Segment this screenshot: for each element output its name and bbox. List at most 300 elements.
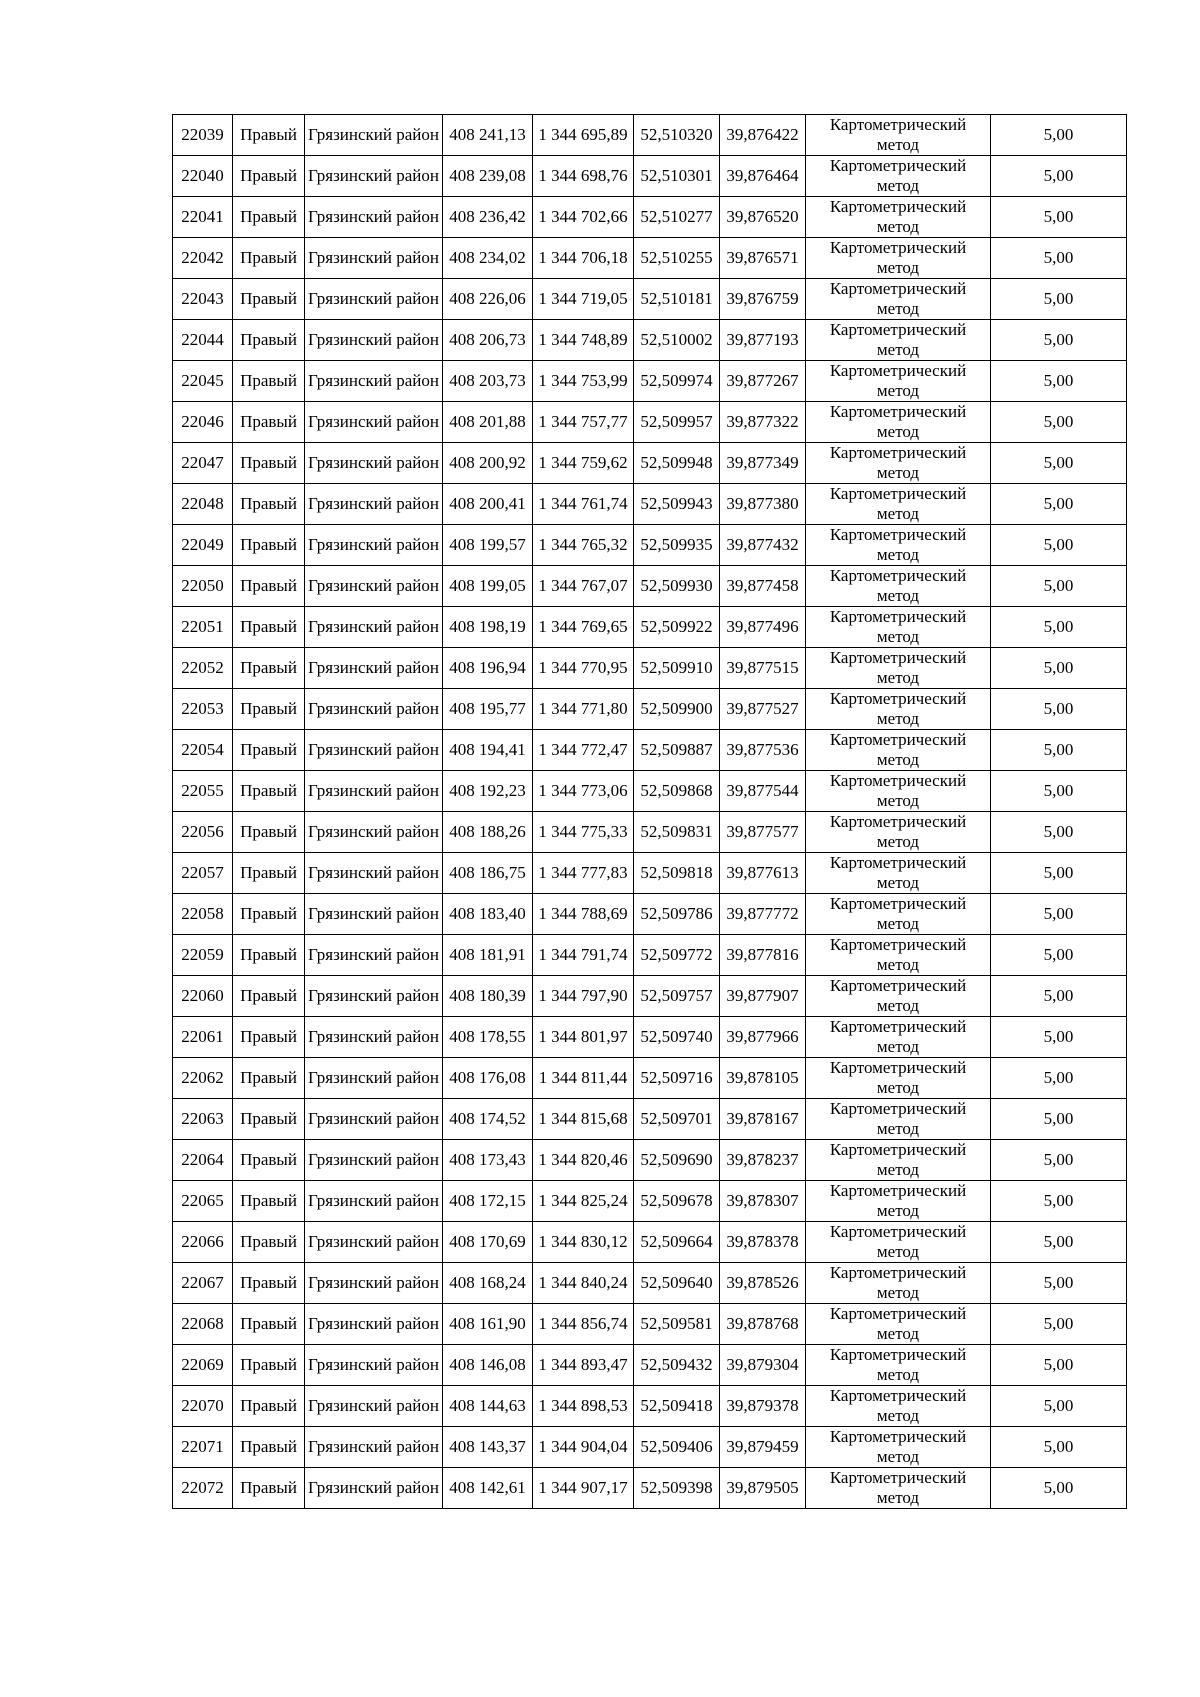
latitude-cell: 52,509957 — [634, 402, 720, 443]
method-cell: Картометрический метод — [806, 689, 991, 730]
accuracy-cell: 5,00 — [991, 197, 1127, 238]
bank-side-cell: Правый — [233, 402, 305, 443]
longitude-cell: 39,879459 — [720, 1427, 806, 1468]
table-row — [173, 1345, 1127, 1386]
longitude-cell: 39,877349 — [720, 443, 806, 484]
district-cell: Грязинский район — [305, 443, 443, 484]
table-row — [173, 197, 1127, 238]
method-cell: Картометрический метод — [806, 197, 991, 238]
longitude-cell: 39,878237 — [720, 1140, 806, 1181]
accuracy-cell: 5,00 — [991, 1058, 1127, 1099]
district-cell: Грязинский район — [305, 566, 443, 607]
district-cell: Грязинский район — [305, 812, 443, 853]
coord-y-cell: 1 344 759,62 — [533, 443, 634, 484]
district-cell: Грязинский район — [305, 607, 443, 648]
bank-side-cell: Правый — [233, 279, 305, 320]
method-cell: Картометрический метод — [806, 976, 991, 1017]
method-cell: Картометрический метод — [806, 1427, 991, 1468]
district-cell: Грязинский район — [305, 976, 443, 1017]
method-cell: Картометрический метод — [806, 115, 991, 156]
point-number-cell: 22046 — [173, 402, 233, 443]
coord-x-cell: 408 236,42 — [443, 197, 533, 238]
coord-y-cell: 1 344 811,44 — [533, 1058, 634, 1099]
bank-side-cell: Правый — [233, 812, 305, 853]
district-cell: Грязинский район — [305, 1386, 443, 1427]
coord-y-cell: 1 344 761,74 — [533, 484, 634, 525]
longitude-cell: 39,878167 — [720, 1099, 806, 1140]
coord-x-cell: 408 226,06 — [443, 279, 533, 320]
coord-y-cell: 1 344 770,95 — [533, 648, 634, 689]
district-cell: Грязинский район — [305, 525, 443, 566]
district-cell: Грязинский район — [305, 853, 443, 894]
method-cell: Картометрический метод — [806, 525, 991, 566]
district-cell: Грязинский район — [305, 197, 443, 238]
table-row — [173, 484, 1127, 525]
latitude-cell: 52,510181 — [634, 279, 720, 320]
bank-side-cell: Правый — [233, 197, 305, 238]
coord-x-cell: 408 195,77 — [443, 689, 533, 730]
accuracy-cell: 5,00 — [991, 279, 1127, 320]
district-cell: Грязинский район — [305, 1468, 443, 1509]
table-row — [173, 443, 1127, 484]
latitude-cell: 52,509690 — [634, 1140, 720, 1181]
district-cell: Грязинский район — [305, 1427, 443, 1468]
coord-x-cell: 408 196,94 — [443, 648, 533, 689]
coord-y-cell: 1 344 797,90 — [533, 976, 634, 1017]
coord-x-cell: 408 192,23 — [443, 771, 533, 812]
bank-side-cell: Правый — [233, 1468, 305, 1509]
coord-y-cell: 1 344 898,53 — [533, 1386, 634, 1427]
bank-side-cell: Правый — [233, 935, 305, 976]
point-number-cell: 22056 — [173, 812, 233, 853]
table-row — [173, 320, 1127, 361]
bank-side-cell: Правый — [233, 894, 305, 935]
accuracy-cell: 5,00 — [991, 525, 1127, 566]
method-cell: Картометрический метод — [806, 1468, 991, 1509]
point-number-cell: 22062 — [173, 1058, 233, 1099]
method-cell: Картометрический метод — [806, 1345, 991, 1386]
point-number-cell: 22069 — [173, 1345, 233, 1386]
table-row — [173, 279, 1127, 320]
point-number-cell: 22047 — [173, 443, 233, 484]
method-cell: Картометрический метод — [806, 1058, 991, 1099]
method-cell: Картометрический метод — [806, 238, 991, 279]
coord-x-cell: 408 143,37 — [443, 1427, 533, 1468]
longitude-cell: 39,877544 — [720, 771, 806, 812]
table-row — [173, 894, 1127, 935]
district-cell: Грязинский район — [305, 1263, 443, 1304]
bank-side-cell: Правый — [233, 361, 305, 402]
point-number-cell: 22067 — [173, 1263, 233, 1304]
coord-y-cell: 1 344 815,68 — [533, 1099, 634, 1140]
coord-x-cell: 408 203,73 — [443, 361, 533, 402]
coord-y-cell: 1 344 801,97 — [533, 1017, 634, 1058]
district-cell: Грязинский район — [305, 935, 443, 976]
district-cell: Грязинский район — [305, 894, 443, 935]
table-row — [173, 1304, 1127, 1345]
coord-y-cell: 1 344 698,76 — [533, 156, 634, 197]
accuracy-cell: 5,00 — [991, 1427, 1127, 1468]
coord-y-cell: 1 344 772,47 — [533, 730, 634, 771]
district-cell: Грязинский район — [305, 238, 443, 279]
bank-side-cell: Правый — [233, 1304, 305, 1345]
coord-x-cell: 408 194,41 — [443, 730, 533, 771]
coord-x-cell: 408 174,52 — [443, 1099, 533, 1140]
longitude-cell: 39,878768 — [720, 1304, 806, 1345]
district-cell: Грязинский район — [305, 484, 443, 525]
coord-y-cell: 1 344 702,66 — [533, 197, 634, 238]
point-number-cell: 22068 — [173, 1304, 233, 1345]
accuracy-cell: 5,00 — [991, 853, 1127, 894]
method-cell: Картометрический метод — [806, 361, 991, 402]
point-number-cell: 22050 — [173, 566, 233, 607]
table-body — [173, 115, 1127, 1509]
bank-side-cell: Правый — [233, 320, 305, 361]
coord-y-cell: 1 344 706,18 — [533, 238, 634, 279]
district-cell: Грязинский район — [305, 1017, 443, 1058]
district-cell: Грязинский район — [305, 1304, 443, 1345]
coord-x-cell: 408 181,91 — [443, 935, 533, 976]
longitude-cell: 39,878307 — [720, 1181, 806, 1222]
accuracy-cell: 5,00 — [991, 115, 1127, 156]
accuracy-cell: 5,00 — [991, 566, 1127, 607]
accuracy-cell: 5,00 — [991, 320, 1127, 361]
table-row — [173, 1222, 1127, 1263]
longitude-cell: 39,877496 — [720, 607, 806, 648]
point-number-cell: 22070 — [173, 1386, 233, 1427]
table-row — [173, 730, 1127, 771]
table-row — [173, 1058, 1127, 1099]
latitude-cell: 52,509922 — [634, 607, 720, 648]
table-row — [173, 1099, 1127, 1140]
table-row — [173, 1386, 1127, 1427]
coord-x-cell: 408 180,39 — [443, 976, 533, 1017]
method-cell: Картометрический метод — [806, 566, 991, 607]
longitude-cell: 39,879378 — [720, 1386, 806, 1427]
coord-x-cell: 408 200,41 — [443, 484, 533, 525]
accuracy-cell: 5,00 — [991, 402, 1127, 443]
method-cell: Картометрический метод — [806, 894, 991, 935]
coord-y-cell: 1 344 757,77 — [533, 402, 634, 443]
point-number-cell: 22044 — [173, 320, 233, 361]
latitude-cell: 52,509943 — [634, 484, 720, 525]
point-number-cell: 22059 — [173, 935, 233, 976]
coord-x-cell: 408 161,90 — [443, 1304, 533, 1345]
table-row — [173, 771, 1127, 812]
accuracy-cell: 5,00 — [991, 1345, 1127, 1386]
bank-side-cell: Правый — [233, 1263, 305, 1304]
coord-y-cell: 1 344 856,74 — [533, 1304, 634, 1345]
table-row — [173, 238, 1127, 279]
latitude-cell: 52,510002 — [634, 320, 720, 361]
coord-x-cell: 408 188,26 — [443, 812, 533, 853]
latitude-cell: 52,509831 — [634, 812, 720, 853]
table-row — [173, 402, 1127, 443]
coord-x-cell: 408 206,73 — [443, 320, 533, 361]
point-number-cell: 22071 — [173, 1427, 233, 1468]
longitude-cell: 39,876520 — [720, 197, 806, 238]
point-number-cell: 22040 — [173, 156, 233, 197]
longitude-cell: 39,877322 — [720, 402, 806, 443]
accuracy-cell: 5,00 — [991, 1140, 1127, 1181]
latitude-cell: 52,509818 — [634, 853, 720, 894]
point-number-cell: 22051 — [173, 607, 233, 648]
bank-side-cell: Правый — [233, 607, 305, 648]
district-cell: Грязинский район — [305, 1140, 443, 1181]
coord-x-cell: 408 142,61 — [443, 1468, 533, 1509]
point-number-cell: 22049 — [173, 525, 233, 566]
table-row — [173, 115, 1127, 156]
bank-side-cell: Правый — [233, 648, 305, 689]
coord-y-cell: 1 344 767,07 — [533, 566, 634, 607]
method-cell: Картометрический метод — [806, 156, 991, 197]
point-number-cell: 22055 — [173, 771, 233, 812]
table-row — [173, 525, 1127, 566]
point-number-cell: 22053 — [173, 689, 233, 730]
coord-x-cell: 408 241,13 — [443, 115, 533, 156]
method-cell: Картометрический метод — [806, 1181, 991, 1222]
point-number-cell: 22054 — [173, 730, 233, 771]
district-cell: Грязинский район — [305, 361, 443, 402]
accuracy-cell: 5,00 — [991, 1386, 1127, 1427]
latitude-cell: 52,509664 — [634, 1222, 720, 1263]
accuracy-cell: 5,00 — [991, 1099, 1127, 1140]
longitude-cell: 39,876464 — [720, 156, 806, 197]
point-number-cell: 22064 — [173, 1140, 233, 1181]
table-row — [173, 1468, 1127, 1509]
longitude-cell: 39,877380 — [720, 484, 806, 525]
coord-x-cell: 408 201,88 — [443, 402, 533, 443]
latitude-cell: 52,509900 — [634, 689, 720, 730]
method-cell: Картометрический метод — [806, 812, 991, 853]
accuracy-cell: 5,00 — [991, 689, 1127, 730]
district-cell: Грязинский район — [305, 1058, 443, 1099]
longitude-cell: 39,877613 — [720, 853, 806, 894]
coord-x-cell: 408 144,63 — [443, 1386, 533, 1427]
latitude-cell: 52,509868 — [634, 771, 720, 812]
bank-side-cell: Правый — [233, 730, 305, 771]
latitude-cell: 52,509398 — [634, 1468, 720, 1509]
point-number-cell: 22060 — [173, 976, 233, 1017]
coord-x-cell: 408 168,24 — [443, 1263, 533, 1304]
method-cell: Картометрический метод — [806, 320, 991, 361]
coord-y-cell: 1 344 825,24 — [533, 1181, 634, 1222]
bank-side-cell: Правый — [233, 853, 305, 894]
bank-side-cell: Правый — [233, 443, 305, 484]
method-cell: Картометрический метод — [806, 771, 991, 812]
latitude-cell: 52,509974 — [634, 361, 720, 402]
coord-x-cell: 408 178,55 — [443, 1017, 533, 1058]
longitude-cell: 39,877536 — [720, 730, 806, 771]
bank-side-cell: Правый — [233, 1386, 305, 1427]
point-number-cell: 22052 — [173, 648, 233, 689]
longitude-cell: 39,877193 — [720, 320, 806, 361]
method-cell: Картометрический метод — [806, 1386, 991, 1427]
district-cell: Грязинский район — [305, 1345, 443, 1386]
accuracy-cell: 5,00 — [991, 894, 1127, 935]
latitude-cell: 52,509418 — [634, 1386, 720, 1427]
table-row — [173, 566, 1127, 607]
coord-x-cell: 408 200,92 — [443, 443, 533, 484]
coord-y-cell: 1 344 893,47 — [533, 1345, 634, 1386]
coord-x-cell: 408 176,08 — [443, 1058, 533, 1099]
point-number-cell: 22039 — [173, 115, 233, 156]
method-cell: Картометрический метод — [806, 1140, 991, 1181]
method-cell: Картометрический метод — [806, 279, 991, 320]
district-cell: Грязинский район — [305, 279, 443, 320]
latitude-cell: 52,509948 — [634, 443, 720, 484]
method-cell: Картометрический метод — [806, 443, 991, 484]
district-cell: Грязинский район — [305, 1099, 443, 1140]
longitude-cell: 39,878378 — [720, 1222, 806, 1263]
point-number-cell: 22057 — [173, 853, 233, 894]
accuracy-cell: 5,00 — [991, 812, 1127, 853]
point-number-cell: 22063 — [173, 1099, 233, 1140]
accuracy-cell: 5,00 — [991, 1222, 1127, 1263]
point-number-cell: 22048 — [173, 484, 233, 525]
bank-side-cell: Правый — [233, 1017, 305, 1058]
longitude-cell: 39,879505 — [720, 1468, 806, 1509]
coord-y-cell: 1 344 775,33 — [533, 812, 634, 853]
bank-side-cell: Правый — [233, 156, 305, 197]
method-cell: Картометрический метод — [806, 853, 991, 894]
coord-y-cell: 1 344 777,83 — [533, 853, 634, 894]
accuracy-cell: 5,00 — [991, 1017, 1127, 1058]
coord-x-cell: 408 234,02 — [443, 238, 533, 279]
latitude-cell: 52,510301 — [634, 156, 720, 197]
latitude-cell: 52,509432 — [634, 1345, 720, 1386]
coord-x-cell: 408 146,08 — [443, 1345, 533, 1386]
bank-side-cell: Правый — [233, 1427, 305, 1468]
latitude-cell: 52,510277 — [634, 197, 720, 238]
coord-x-cell: 408 173,43 — [443, 1140, 533, 1181]
accuracy-cell: 5,00 — [991, 1304, 1127, 1345]
method-cell: Картометрический метод — [806, 935, 991, 976]
longitude-cell: 39,879304 — [720, 1345, 806, 1386]
longitude-cell: 39,877966 — [720, 1017, 806, 1058]
district-cell: Грязинский район — [305, 1222, 443, 1263]
accuracy-cell: 5,00 — [991, 730, 1127, 771]
district-cell: Грязинский район — [305, 689, 443, 730]
coord-y-cell: 1 344 769,65 — [533, 607, 634, 648]
district-cell: Грязинский район — [305, 730, 443, 771]
district-cell: Грязинский район — [305, 648, 443, 689]
latitude-cell: 52,509935 — [634, 525, 720, 566]
table-row — [173, 1140, 1127, 1181]
accuracy-cell: 5,00 — [991, 361, 1127, 402]
method-cell: Картометрический метод — [806, 1263, 991, 1304]
latitude-cell: 52,509581 — [634, 1304, 720, 1345]
coord-y-cell: 1 344 719,05 — [533, 279, 634, 320]
table-row — [173, 812, 1127, 853]
longitude-cell: 39,877816 — [720, 935, 806, 976]
latitude-cell: 52,509640 — [634, 1263, 720, 1304]
coord-y-cell: 1 344 695,89 — [533, 115, 634, 156]
coord-y-cell: 1 344 820,46 — [533, 1140, 634, 1181]
coord-y-cell: 1 344 791,74 — [533, 935, 634, 976]
method-cell: Картометрический метод — [806, 1304, 991, 1345]
accuracy-cell: 5,00 — [991, 607, 1127, 648]
longitude-cell: 39,877527 — [720, 689, 806, 730]
bank-side-cell: Правый — [233, 1222, 305, 1263]
longitude-cell: 39,878526 — [720, 1263, 806, 1304]
coord-x-cell: 408 183,40 — [443, 894, 533, 935]
longitude-cell: 39,876571 — [720, 238, 806, 279]
latitude-cell: 52,509701 — [634, 1099, 720, 1140]
coord-y-cell: 1 344 748,89 — [533, 320, 634, 361]
point-number-cell: 22042 — [173, 238, 233, 279]
accuracy-cell: 5,00 — [991, 238, 1127, 279]
table-row — [173, 1181, 1127, 1222]
method-cell: Картометрический метод — [806, 1017, 991, 1058]
accuracy-cell: 5,00 — [991, 1468, 1127, 1509]
table-row — [173, 1017, 1127, 1058]
accuracy-cell: 5,00 — [991, 935, 1127, 976]
longitude-cell: 39,878105 — [720, 1058, 806, 1099]
method-cell: Картометрический метод — [806, 730, 991, 771]
table-row — [173, 935, 1127, 976]
longitude-cell: 39,876422 — [720, 115, 806, 156]
coord-y-cell: 1 344 830,12 — [533, 1222, 634, 1263]
coord-y-cell: 1 344 788,69 — [533, 894, 634, 935]
table-row — [173, 1263, 1127, 1304]
bank-side-cell: Правый — [233, 1181, 305, 1222]
latitude-cell: 52,509716 — [634, 1058, 720, 1099]
table-row — [173, 689, 1127, 730]
longitude-cell: 39,876759 — [720, 279, 806, 320]
coord-y-cell: 1 344 904,04 — [533, 1427, 634, 1468]
accuracy-cell: 5,00 — [991, 1263, 1127, 1304]
method-cell: Картометрический метод — [806, 607, 991, 648]
bank-side-cell: Правый — [233, 238, 305, 279]
district-cell: Грязинский район — [305, 771, 443, 812]
bank-side-cell: Правый — [233, 566, 305, 607]
bank-side-cell: Правый — [233, 689, 305, 730]
table-row — [173, 853, 1127, 894]
accuracy-cell: 5,00 — [991, 976, 1127, 1017]
coordinates-table — [172, 114, 1127, 1509]
latitude-cell: 52,509887 — [634, 730, 720, 771]
method-cell: Картометрический метод — [806, 648, 991, 689]
bank-side-cell: Правый — [233, 1140, 305, 1181]
method-cell: Картометрический метод — [806, 484, 991, 525]
district-cell: Грязинский район — [305, 1181, 443, 1222]
latitude-cell: 52,509740 — [634, 1017, 720, 1058]
point-number-cell: 22066 — [173, 1222, 233, 1263]
coord-y-cell: 1 344 753,99 — [533, 361, 634, 402]
table-row — [173, 156, 1127, 197]
accuracy-cell: 5,00 — [991, 648, 1127, 689]
latitude-cell: 52,509930 — [634, 566, 720, 607]
method-cell: Картометрический метод — [806, 402, 991, 443]
latitude-cell: 52,509772 — [634, 935, 720, 976]
table-row — [173, 976, 1127, 1017]
table-row — [173, 1427, 1127, 1468]
longitude-cell: 39,877577 — [720, 812, 806, 853]
bank-side-cell: Правый — [233, 1058, 305, 1099]
accuracy-cell: 5,00 — [991, 156, 1127, 197]
table-row — [173, 361, 1127, 402]
bank-side-cell: Правый — [233, 771, 305, 812]
latitude-cell: 52,509757 — [634, 976, 720, 1017]
accuracy-cell: 5,00 — [991, 484, 1127, 525]
table-row — [173, 607, 1127, 648]
latitude-cell: 52,510255 — [634, 238, 720, 279]
longitude-cell: 39,877432 — [720, 525, 806, 566]
latitude-cell: 52,509910 — [634, 648, 720, 689]
point-number-cell: 22061 — [173, 1017, 233, 1058]
coord-y-cell: 1 344 771,80 — [533, 689, 634, 730]
